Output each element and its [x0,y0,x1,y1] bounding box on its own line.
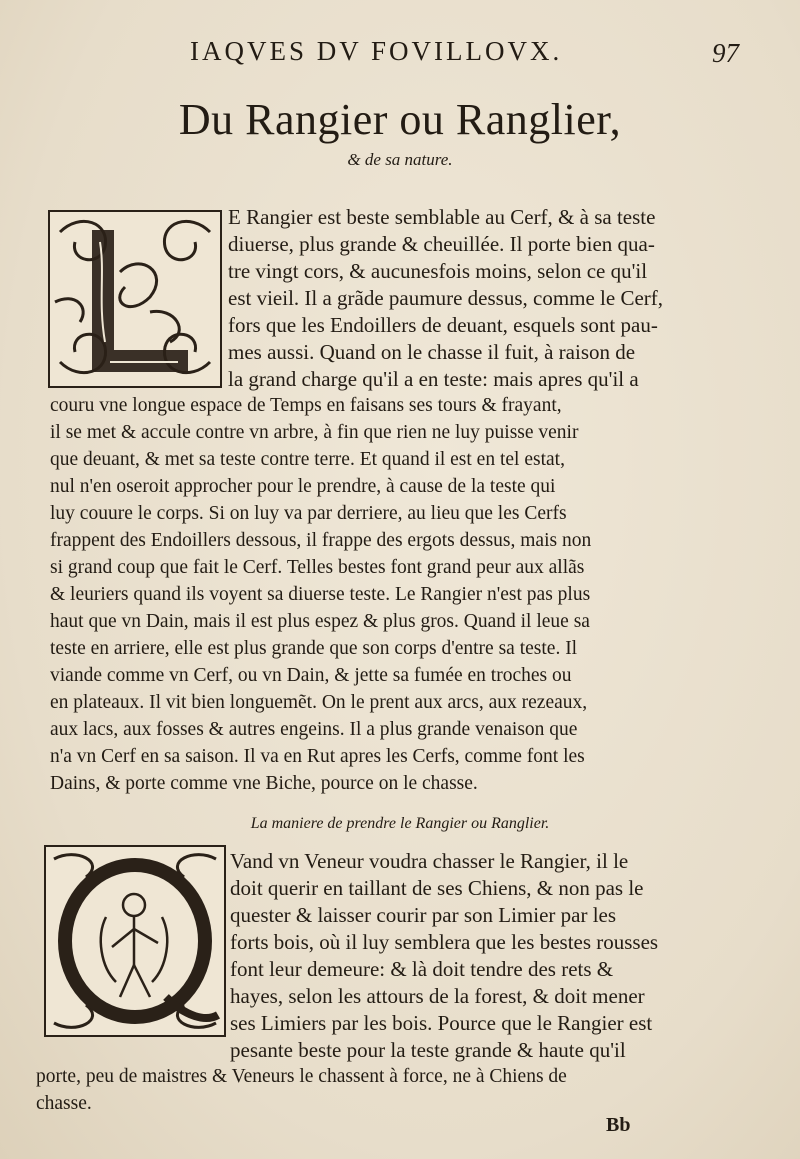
ornament-foliage-icon [50,212,220,386]
text-line: Dains, & porte comme vne Biche, pource on le chasse. [50,773,478,794]
decorated-initial-q [44,845,226,1037]
text-line: porte, peu de maistres & Veneurs le chassent à force, ne à Chiens de [36,1066,567,1087]
text-line: haut que vn Dain, mais il est plus espez & plus gros. Quand il leue sa [50,611,590,632]
text-line: diuerse, plus grande & cheuillée. Il porte bien qua- [228,232,655,256]
text-line: la grand charge qu'il a en teste: mais apres qu'il a [228,367,639,391]
text-line: forts bois, où il luy semblera que les bestes rousses [230,930,659,954]
text-line: E Rangier est beste semblable au Cerf, & à sa teste [228,205,656,229]
chapter-title: Du Rangier ou Ranglier, [178,95,622,144]
running-head [0,36,800,76]
text-line: tre vingt cors, & aucunesfois moins, selon ce qu'il [228,259,648,283]
text-line: luy couure le corps. Si on luy va par derriere, au lieu que les Cerfs [50,503,567,524]
text-line: viande comme vn Cerf, ou vn Dain, & jette sa fumée en troches ou [50,665,572,686]
ornament-figure-icon [46,847,224,1035]
section-caption: La maniere de prendre le Rangier ou Ranglier. [250,815,550,832]
text-line: n'a vn Cerf en sa saison. Il va en Rut apres les Cerfs, comme font les [50,746,585,767]
text-line: couru vne longue espace de Temps en faisans ses tours & frayant, [50,395,562,416]
text-line: doit querir en taillant de ses Chiens, & non pas le [230,876,644,900]
text-line: font leur demeure: & là doit tendre des rets & [230,957,614,981]
text-line: ses Limiers par les bois. Pource que le Rangier est [230,1011,653,1035]
text-line: & leuriers quand ils voyent sa diuerse teste. Le Rangier n'est pas plus [50,584,591,605]
text-line: frappent des Endoillers dessous, il frappe des ergots dessus, mais non [50,530,592,551]
running-title: IAQVES DV FOVILLOVX. [190,36,563,66]
chapter-subtitle: & de sa nature. [347,150,453,169]
text-line: fors que les Endoillers de deuant, esquels sont pau- [228,313,658,337]
text-line: hayes, selon les attours de la forest, & doit mener [230,984,645,1008]
text-line: nul n'en oseroit approcher pour le prendre, à cause de la teste qui [50,476,556,497]
text-line: que deuant, & met sa teste contre terre. Et quand il est en tel estat, [50,449,565,470]
text-line: en plateaux. Il vit bien longuemẽt. On le prent aux arcs, aux rezeaux, [50,692,588,713]
text-line: quester & laisser courir par son Limier par les [230,903,617,927]
text-line: pesante beste pour la teste grande & haute qu'il [230,1038,626,1062]
text-line: si grand coup que fait le Cerf. Telles bestes font grand peur aux allãs [50,557,585,578]
decorated-initial-l [48,210,222,388]
text-line: il se met & accule contre vn arbre, à fin que rien ne luy puisse venir [50,422,579,443]
text-line: aux lacs, aux fosses & autres engeins. Il a plus grande venaison que [50,719,578,740]
text-line: Vand vn Veneur voudra chasser le Rangier, il le [230,849,629,873]
gathering-signature: Bb [606,1114,631,1136]
text-line: mes aussi. Quand on le chasse il fuit, à raison de [228,340,636,364]
text-line: teste en arriere, elle est plus grande que son corps d'entre sa teste. Il [50,638,578,659]
page-number: 97 [712,38,739,68]
text-line: est vieil. Il a grãde paumure dessus, comme le Cerf, [228,286,664,310]
text-line: chasse. [36,1093,92,1114]
